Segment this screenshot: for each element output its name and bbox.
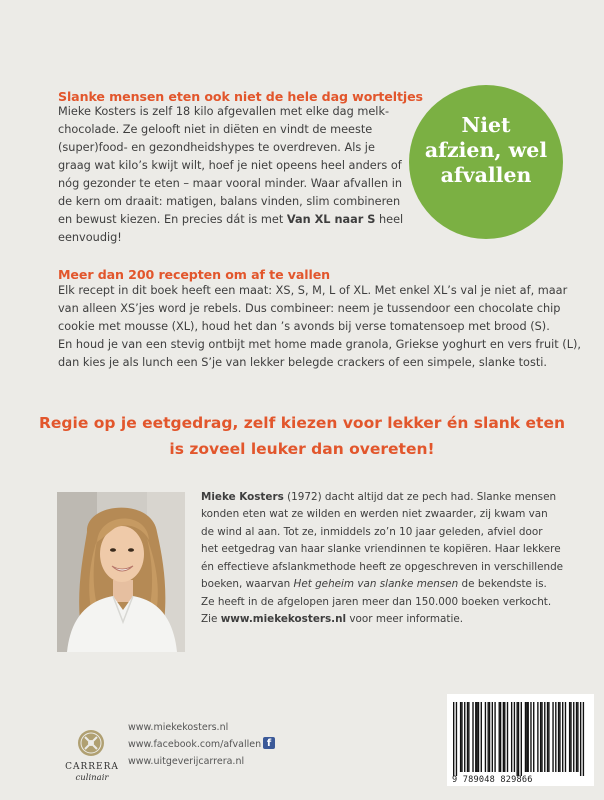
bio-line-1-text: (1972) dacht altijd dat ze pech had. Slanke mensen (283, 491, 557, 503)
footer-link-author-site[interactable]: www.miekekosters.nl (128, 722, 229, 733)
bio-line-7: Ze heeft in de afgelopen jaren meer dan 150.000 boeken verkocht. (201, 596, 552, 608)
author-portrait-illustration (57, 492, 185, 652)
barcode-bar (494, 702, 495, 772)
badge-circle (409, 85, 563, 239)
barcode-bar (500, 702, 501, 772)
barcode-bar (503, 702, 504, 772)
author-photo (57, 492, 185, 652)
barcode-bar (488, 702, 489, 772)
publisher-name: CARRERA (65, 762, 119, 772)
barcode-bar (562, 702, 563, 772)
bio-line-8-post: voor meer informatie. (346, 613, 464, 625)
barcode-bar (478, 702, 479, 772)
bio-line-6 (201, 576, 547, 594)
section1-line-3: (super)food- en gezondheidshypes te overdreven. Als je (58, 141, 375, 154)
barcode-bar (468, 702, 469, 772)
slogan-line-1: Regie op je eetgedrag, zelf kiezen voor lekker én slank eten (38, 414, 565, 432)
barcode-bar (528, 702, 529, 772)
bio-line-8 (201, 611, 463, 629)
barcode-bar (475, 702, 476, 772)
barcode-bar (492, 702, 493, 772)
barcode-bar (453, 702, 454, 776)
barcode-bar (576, 702, 577, 772)
barcode-bars (447, 694, 594, 786)
barcode-bar (514, 702, 515, 772)
section2-line-5: dan kies je als lunch een S’je van lekker belegde crackers of een simpele, slanke tosti. (58, 356, 548, 369)
barcode-bar (559, 702, 560, 772)
bio-line-6-pre: boeken, waarvan (201, 578, 294, 590)
barcode-bar (569, 702, 570, 772)
section1-line-4: graag wat kilo’s kwijt wilt, hoef je niet opeens heel anders of (58, 159, 402, 172)
section1-line-8: eenvoudig! (58, 231, 122, 244)
barcode-bar (530, 702, 531, 772)
barcode-bar (499, 702, 500, 772)
barcode-bar (544, 702, 545, 772)
barcode-bar (570, 702, 571, 772)
barcode-bar (537, 702, 538, 772)
barcode-bar (461, 702, 462, 772)
badge-line-1: Niet (461, 113, 511, 137)
barcode-bar (507, 702, 508, 772)
barcode-bar (516, 702, 517, 776)
bio-line-1 (201, 489, 556, 507)
author-website-link[interactable]: www.miekekosters.nl (220, 613, 347, 625)
section1-line-7-text: en bewust kiezen. En precies dát is met (58, 213, 287, 226)
barcode-bar (547, 702, 548, 772)
barcode-bar (580, 702, 581, 776)
footer-link-facebook[interactable]: www.facebook.com/afvallen (128, 739, 262, 750)
publisher-sub: culinair (75, 773, 109, 783)
section2-line-4: En houd je van een stevig ontbijt met home made granola, Griekse yoghurt en vers fruit (L), (58, 338, 581, 351)
isbn-number: 9 789048 829866 (452, 775, 533, 785)
bio-line-5: én effectieve afslankmethode heeft ze opgeschreven in verschillende (201, 561, 564, 573)
badge-line-3: afvallen (440, 163, 532, 187)
section2-line-3: cookie met mousse (XL), houd het dan ’s avonds bij verse tomatensoep met brood (S). (58, 320, 550, 333)
barcode-bar (511, 702, 512, 772)
barcode-bar (577, 702, 578, 772)
barcode-bar (583, 702, 584, 776)
barcode-bar (573, 702, 574, 772)
bio-line-6-post: de bekendste is. (458, 578, 547, 590)
barcode-bar (460, 702, 461, 772)
barcode-bar (525, 702, 526, 772)
barcode-bar (518, 702, 519, 776)
badge-text (409, 113, 563, 188)
barcode-bar (526, 702, 527, 772)
barcode-bar (533, 702, 534, 772)
barcode-bar (456, 702, 457, 776)
book-reference: Het geheim van slanke mensen (293, 578, 459, 590)
slogan-line-2: is zoveel leuker dan overeten! (169, 440, 435, 458)
section1-line-2: chocolade. Ze gelooft niet in diëten en vindt de meeste (58, 123, 373, 136)
barcode-bar (540, 702, 541, 772)
bio-line-8-pre: Zie (201, 613, 221, 625)
barcode-bar (552, 702, 553, 772)
facebook-icon[interactable]: f (263, 737, 275, 749)
carrera-emblem-icon (66, 727, 116, 761)
bio-line-2: konden eten wat ze wilden en werden niet zwaarder, zij kwam van (201, 508, 548, 520)
section1-line-5: nóg gezonder te eten – maar vooral minder. Waar afvallen in (58, 177, 403, 190)
section1-line-7-end: heel (375, 213, 404, 226)
barcode-bar (548, 702, 549, 772)
barcode-bar (481, 702, 482, 772)
barcode-bar (476, 702, 477, 772)
barcode-bar (558, 702, 559, 772)
bio-line-3: de wind al aan. Tot ze, inmiddels zo’n 10 jaar geleden, afviel door (201, 526, 543, 538)
section2-line-1: Elk recept in dit boek heeft een maat: XS, S, M, L of XL. Met enkel XL’s val je niet af, maar (58, 284, 568, 297)
barcode-bar (555, 702, 556, 772)
section1-line-6: de kern om draait: matigen, balans vinden, slim combineren (58, 195, 401, 208)
barcode-bar (467, 702, 468, 772)
barcode-bar (464, 702, 465, 772)
book-title: Van XL naar S (286, 213, 376, 226)
section1-line-1: Mieke Kosters is zelf 18 kilo afgevallen met elke dag melk- (58, 105, 390, 118)
badge-line-2: afzien, wel (424, 138, 548, 162)
barcode-panel (447, 694, 594, 786)
author-name: Mieke Kosters (201, 491, 284, 503)
section1-heading: Slanke mensen eten ook niet de hele dag worteltjes (58, 89, 423, 104)
barcode-bar (541, 702, 542, 772)
barcode-bar (521, 702, 522, 776)
barcode-bar (489, 702, 490, 772)
barcode-bar (472, 702, 473, 772)
barcode-bar (485, 702, 486, 772)
section2-line-2: van alleen XS’jes word je rebels. Dus combineer: neem je tussendoor een chocolate chip (58, 302, 561, 315)
bio-line-4: het eetgedrag van haar slanke vriendinnen te kopiëren. Haar lekkere (201, 543, 561, 555)
barcode-bar (565, 702, 566, 772)
barcode-bar (504, 702, 505, 772)
footer-link-publisher[interactable]: www.uitgeverijcarrera.nl (128, 756, 245, 767)
section1-line-7 (58, 211, 403, 229)
section2-heading: Meer dan 200 recepten om af te vallen (58, 267, 331, 282)
